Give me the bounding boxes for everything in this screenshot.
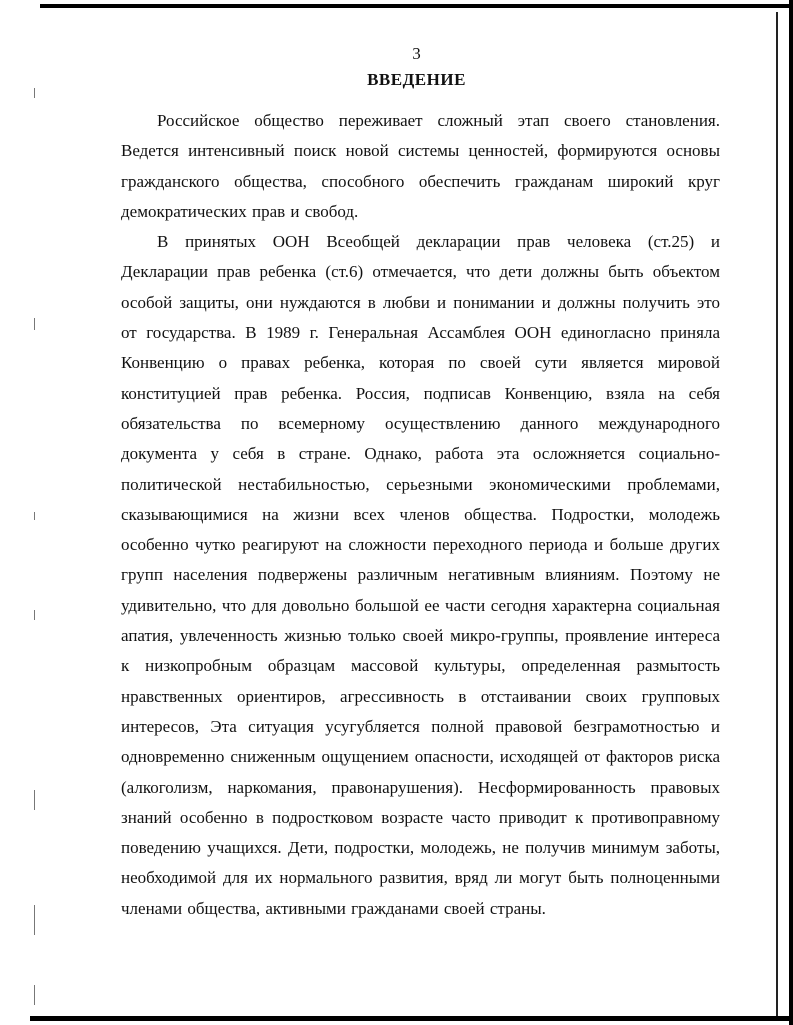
body-text <box>121 106 720 924</box>
scan-margin-mark <box>34 318 35 330</box>
paragraph: Российское общество переживает сложный этап своего становления. Ведется интенсивный поиск новой системы ценностей, формируются основы гражданского общества, способного обеспечить гражданам широкий круг демократических прав и свобод. <box>121 111 720 221</box>
scan-margin-mark <box>34 512 35 520</box>
scan-margin-mark <box>34 985 35 1005</box>
scan-border-bottom <box>30 1016 793 1021</box>
page-number: 3 <box>412 44 421 63</box>
scan-margin-mark <box>34 790 35 810</box>
scan-border-top <box>40 4 793 8</box>
scan-border-right <box>789 0 793 1025</box>
scan-margin-mark <box>34 610 35 620</box>
scan-margin-mark <box>34 905 35 935</box>
paragraph: В принятых ООН Всеобщей декларации прав человека (ст.25) и Декларации прав ребенка (ст.6) отмечается, что дети должны быть объектом особой защиты, они нуждаются в любви и понимании и должны получить это от государства. В 1989 г. Генеральная Ассамблея ООН единогласно приняла Конвенцию о правах ребенка, которая по своей сути является мировой конституцией прав ребенка. Россия, подписав Конвенцию, взяла на себя обязательства по всемерному осуществлению данного международного документа у себя в стране. Однако, работа эта осложняется социально-политической нестабильностью, серьезными экономическими проблемами, сказывающимися на жизни всех членов общества. Подростки, молодежь особенно чутко реагируют на сложности переходного периода и больше других групп населения подвержены различным негативным влияниям. Поэтому не удивительно, что для довольно большой ее части сегодня характерна социальная апатия, увлеченность жизнью только своей микро-группы, проявление интереса к низкопробным образцам массовой культуры, определенная размытость нравственных ориентиров, агрессивность в отстаивании своих групповых интересов, Эта ситуация усугубляется полной правовой безграмотностью и одновременно сниженным ощущением опасности, исходящей от факторов риска (алкоголизм, наркомания, правонарушения). Несформированность правовых знаний особенно в подростковом возрасте часто приводит к противоправному поведению учащихся. Дети, подростки, молодежь, не получив минимум заботы, необходимой для их нормального развития, вряд ли могут быть полноценными членами общества, активными гражданами своей страны. <box>121 232 720 918</box>
scan-border-right-inner <box>776 12 778 1016</box>
page-title: ВВЕДЕНИЕ <box>367 70 466 89</box>
